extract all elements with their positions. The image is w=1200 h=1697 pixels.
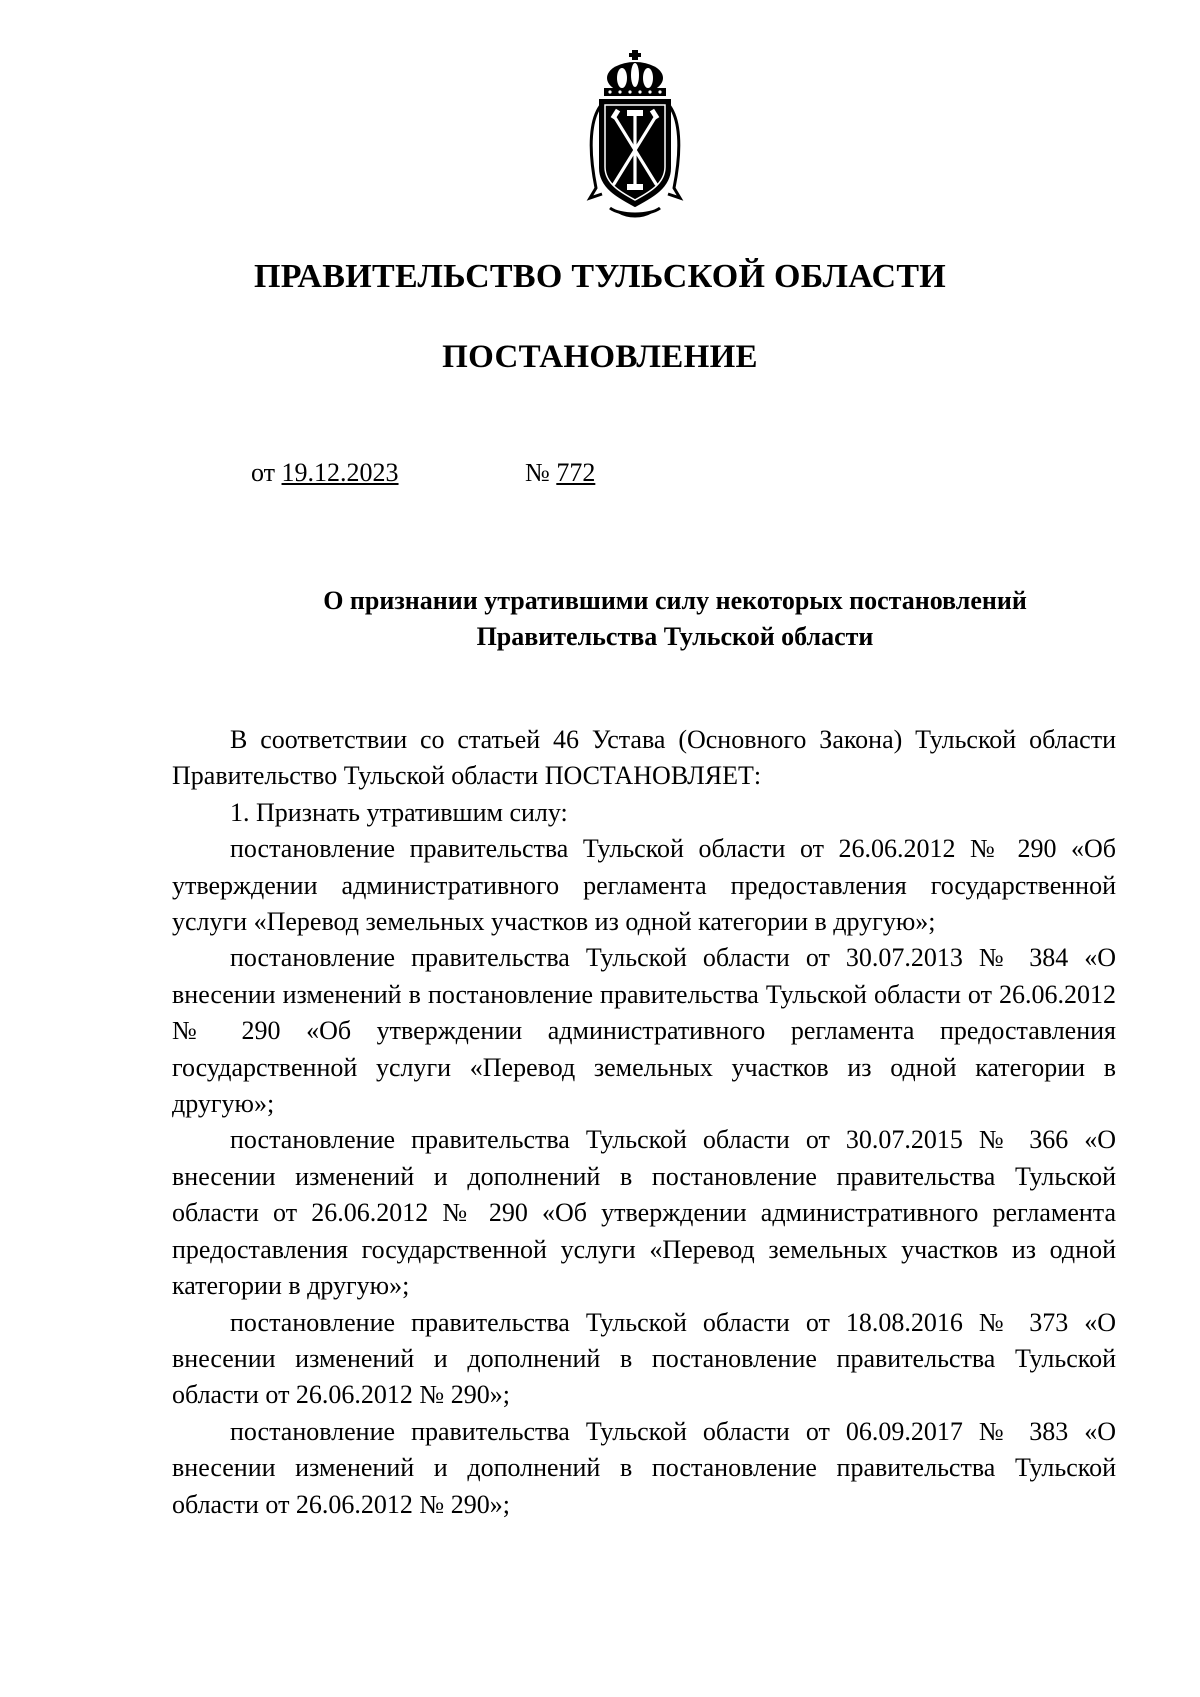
- number-prefix: №: [525, 458, 550, 487]
- body-paragraph: В соответствии со статьей 46 Устава (Основного Закона) Тульской области Правительство Тульской области ПОСТАНОВЛЯЕТ:: [172, 725, 1116, 791]
- date-prefix: от: [251, 458, 276, 487]
- date-value: 19.12.2023: [281, 458, 399, 487]
- body-paragraph: постановление правительства Тульской области от 30.07.2013 № 384 «О внесении изменений в постановление правительства Тульской области от 26.06.2012 № 290 «Об утверждении административного регламента предоставления государственной услуги «Перевод земельных участков из одной категории в другую»;: [172, 943, 1116, 1119]
- body-paragraph: постановление правительства Тульской области от 18.08.2016 № 373 «О внесении изменений и дополнений в постановление правительства Тульской области от 26.06.2012 № 290»;: [172, 1307, 1116, 1410]
- organization-title: ПРАВИТЕЛЬСТВО ТУЛЬСКОЙ ОБЛАСТИ: [253, 258, 947, 295]
- body-paragraph: 1. Признать утратившим силу:: [230, 797, 568, 827]
- document-subject: [260, 583, 1090, 655]
- number-value: 772: [556, 458, 596, 487]
- tula-coat-of-arms-icon: [580, 48, 690, 218]
- body-paragraph: постановление правительства Тульской области от 30.07.2015 № 366 «О внесении изменений и дополнений в постановление правительства Тульской области от 26.06.2012 № 290 «Об утверждении административного регламента предоставления государственной услуги «Перевод земельных участков из одной категории в другую»;: [172, 1125, 1116, 1301]
- document-date: [251, 458, 399, 488]
- document-number: [525, 458, 595, 488]
- subject-line-2: Правительства Тульской области: [476, 622, 874, 651]
- document-type-title: ПОСТАНОВЛЕНИЕ: [442, 339, 758, 375]
- body-paragraph: постановление правительства Тульской области от 26.06.2012 № 290 «Об утверждении административного регламента предоставления государственной услуги «Перевод земельных участков из одной категории в другую»;: [172, 834, 1116, 937]
- body-paragraph: постановление правительства Тульской области от 06.09.2017 № 383 «О внесении изменений и дополнений в постановление правительства Тульской области от 26.06.2012 № 290»;: [172, 1416, 1116, 1519]
- document-body: [172, 722, 1116, 1523]
- subject-line-1: О признании утратившими силу некоторых постановлений: [323, 586, 1027, 615]
